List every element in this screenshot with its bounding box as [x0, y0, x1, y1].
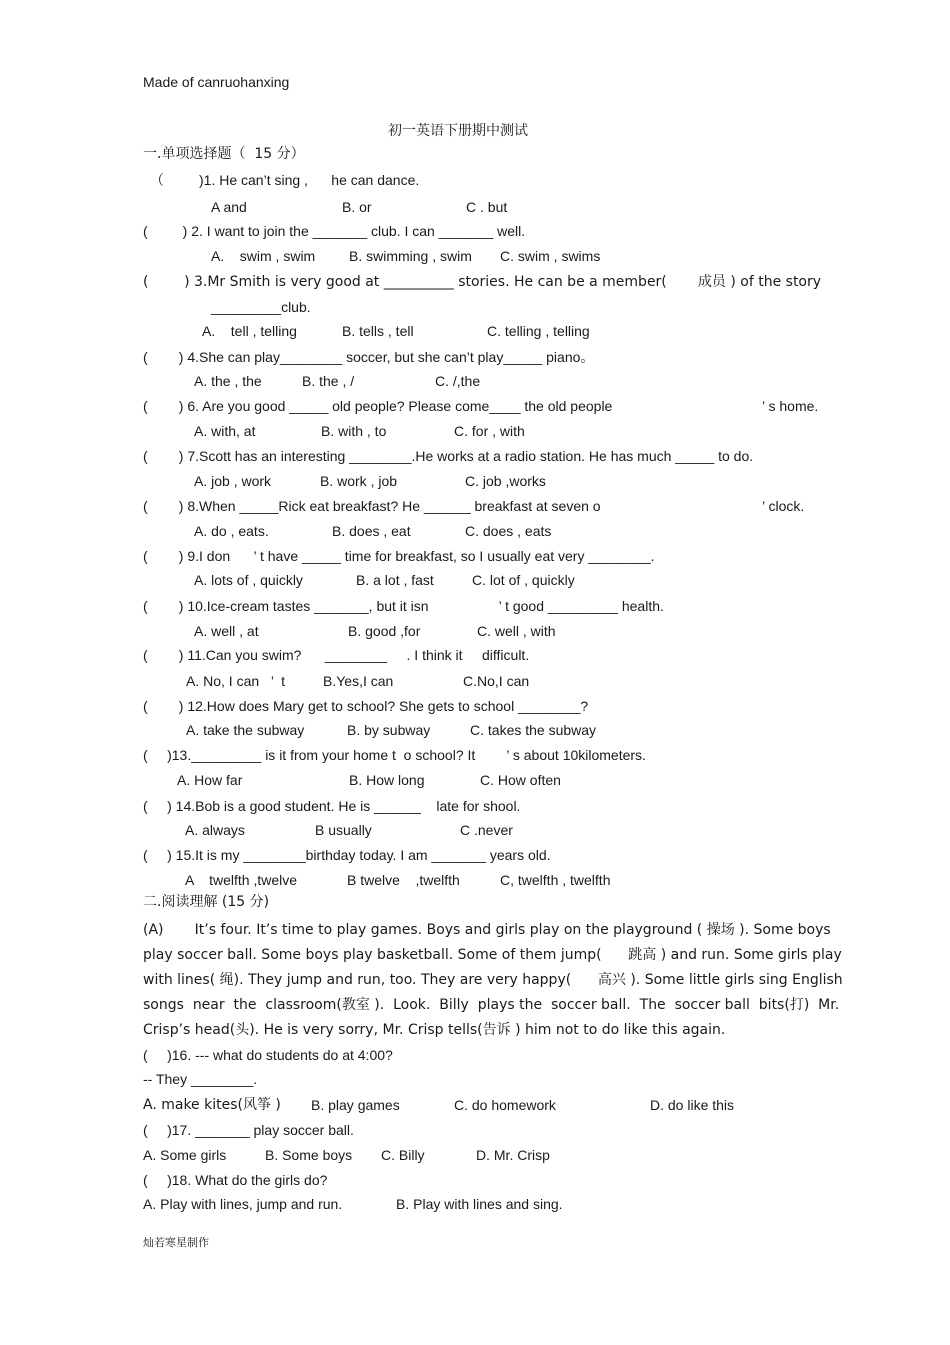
- header-made-of: Made of canruohanxing: [143, 74, 290, 90]
- q9-option-b: B. a lot , fast: [356, 572, 434, 588]
- q2-option-c: C. swim , swims: [500, 248, 601, 264]
- q11-option-c: C.No,I can: [463, 673, 530, 689]
- question-9: ( ) 9.I don ’ t have _____ time for breakfast, so I usually eat very ________.: [143, 548, 655, 564]
- section2-heading: 二.阅读理解 (15 分): [143, 894, 270, 910]
- q3-option-a: A. tell , telling: [202, 323, 297, 339]
- q16-option-c: C. do homework: [454, 1097, 556, 1113]
- q6-tail: ’ s home.: [762, 398, 819, 414]
- q3-continuation: _________club.: [211, 299, 311, 315]
- q17-option-c: C. Billy: [381, 1147, 425, 1163]
- q4-option-a: A. the , the: [194, 373, 262, 389]
- q14-option-b: B usually: [315, 822, 372, 838]
- q16-option-d: D. do like this: [650, 1097, 735, 1113]
- page-title: 初一英语下册期中测试: [388, 123, 528, 139]
- question-8: ( ) 8.When _____Rick eat breakfast? He ______ breakfast at seven o: [143, 498, 601, 514]
- q16-option-b: B. play games: [311, 1097, 400, 1113]
- q12-option-a: A. take the subway: [186, 722, 305, 738]
- question-2: ( ) 2. I want to join the _______ club. I can _______ well.: [143, 223, 526, 239]
- q16-continuation: -- They ________.: [143, 1071, 258, 1087]
- q1-option-b: B. or: [342, 199, 372, 215]
- q4-option-c: C. /,the: [435, 373, 481, 389]
- footer-credit: 灿若寒星制作: [143, 1236, 209, 1249]
- question-6: ( ) 6. Are you good _____ old people? Please come____ the old people: [143, 398, 613, 414]
- q13-option-b: B. How long: [349, 772, 425, 788]
- question-16: ( )16. --- what do students do at 4:00?: [143, 1047, 393, 1063]
- q3-option-b: B. tells , tell: [342, 323, 414, 339]
- q18-option-a: A. Play with lines, jump and run.: [143, 1196, 343, 1212]
- q7-option-c: C. job ,works: [465, 473, 546, 489]
- passage-line-5: Crisp’s head(头). He is very sorry, Mr. Crisp tells(告诉 ) him not to do like this again.: [143, 1022, 726, 1038]
- section1-heading: 一.单项选择题（ 15 分）: [143, 146, 305, 162]
- question-1: （ )1. He can’t sing , he can dance.: [150, 172, 420, 188]
- question-10: ( ) 10.Ice-cream tastes _______, but it isn ’ t good _________ health.: [143, 598, 664, 614]
- question-4: ( ) 4.She can play________ soccer, but she can’t play_____ piano。: [143, 349, 595, 365]
- q12-option-b: B. by subway: [347, 722, 431, 738]
- q17-option-a: A. Some girls: [143, 1147, 227, 1163]
- question-14: ( ) 14.Bob is a good student. He is ______ late for shool.: [143, 798, 521, 814]
- question-12: ( ) 12.How does Mary get to school? She gets to school ________?: [143, 698, 589, 714]
- q14-option-a: A. always: [185, 822, 245, 838]
- q6-option-c: C. for , with: [454, 423, 525, 439]
- q1-option-c: C . but: [466, 199, 508, 215]
- q16-option-a: A. make kites(风筝 ): [143, 1097, 281, 1113]
- question-17: ( )17. _______ play soccer ball.: [143, 1122, 354, 1138]
- passage-line-1: (A) It’s four. It’s time to play games. Boys and girls play on the playground ( 操场 ). Some boys: [143, 922, 831, 938]
- q10-option-b: B. good ,for: [348, 623, 421, 639]
- q8-tail: ’ clock.: [762, 498, 805, 514]
- question-18: ( )18. What do the girls do?: [143, 1172, 328, 1188]
- q10-option-c: C. well , with: [477, 623, 556, 639]
- q9-option-a: A. lots of , quickly: [194, 572, 303, 588]
- q15-option-a: A twelfth ,twelve: [185, 872, 298, 888]
- q15-option-c: C, twelfth , twelfth: [500, 872, 611, 888]
- q13-option-a: A. How far: [177, 772, 243, 788]
- q18-option-b: B. Play with lines and sing.: [396, 1196, 563, 1212]
- q2-option-b: B. swimming , swim: [349, 248, 472, 264]
- q11-option-a: A. No, I can ’ t: [186, 673, 286, 689]
- q17-option-b: B. Some boys: [265, 1147, 353, 1163]
- q6-option-a: A. with, at: [194, 423, 256, 439]
- q9-option-c: C. lot of , quickly: [472, 572, 575, 588]
- q17-option-d: D. Mr. Crisp: [476, 1147, 550, 1163]
- q12-option-c: C. takes the subway: [470, 722, 597, 738]
- question-15: ( ) 15.It is my ________birthday today. I am _______ years old.: [143, 847, 551, 863]
- question-3: ( ) 3.Mr Smith is very good at __________ stories. He can be a member( 成员 ) of the story: [143, 274, 822, 290]
- question-11: ( ) 11.Can you swim? ________ . I think it difficult.: [143, 647, 530, 663]
- q14-option-c: C .never: [460, 822, 513, 838]
- question-7: ( ) 7.Scott has an interesting ________.He works at a radio station. He has much _____ to do.: [143, 448, 754, 464]
- q8-option-c: C. does , eats: [465, 523, 552, 539]
- q13-option-c: C. How often: [480, 772, 561, 788]
- passage-line-3: with lines( 绳). They jump and run, too. They are very happy( 高兴 ). Some little girls sing English: [143, 972, 843, 988]
- q10-option-a: A. well , at: [194, 623, 259, 639]
- q6-option-b: B. with , to: [321, 423, 387, 439]
- q7-option-b: B. work , job: [320, 473, 398, 489]
- q11-option-b: B.Yes,I can: [323, 673, 394, 689]
- passage-line-4: songs near the classroom(教室 ). Look. Billy plays the soccer ball. The soccer ball bits(打) Mr.: [143, 997, 840, 1013]
- question-13: ( )13._________ is it from your home t o school? It ’ s about 10kilometers.: [143, 747, 646, 763]
- q1-option-a: A and: [211, 199, 247, 215]
- passage-line-2: play soccer ball. Some boys play basketball. Some of them jump( 跳高 ) and run. Some girls play: [143, 947, 842, 963]
- q2-option-a: A. swim , swim: [211, 248, 316, 264]
- q8-option-b: B. does , eat: [332, 523, 411, 539]
- q3-option-c: C. telling , telling: [487, 323, 590, 339]
- q7-option-a: A. job , work: [194, 473, 272, 489]
- q15-option-b: B twelve ,twelfth: [347, 872, 460, 888]
- q8-option-a: A. do , eats.: [194, 523, 269, 539]
- q4-option-b: B. the , /: [302, 373, 355, 389]
